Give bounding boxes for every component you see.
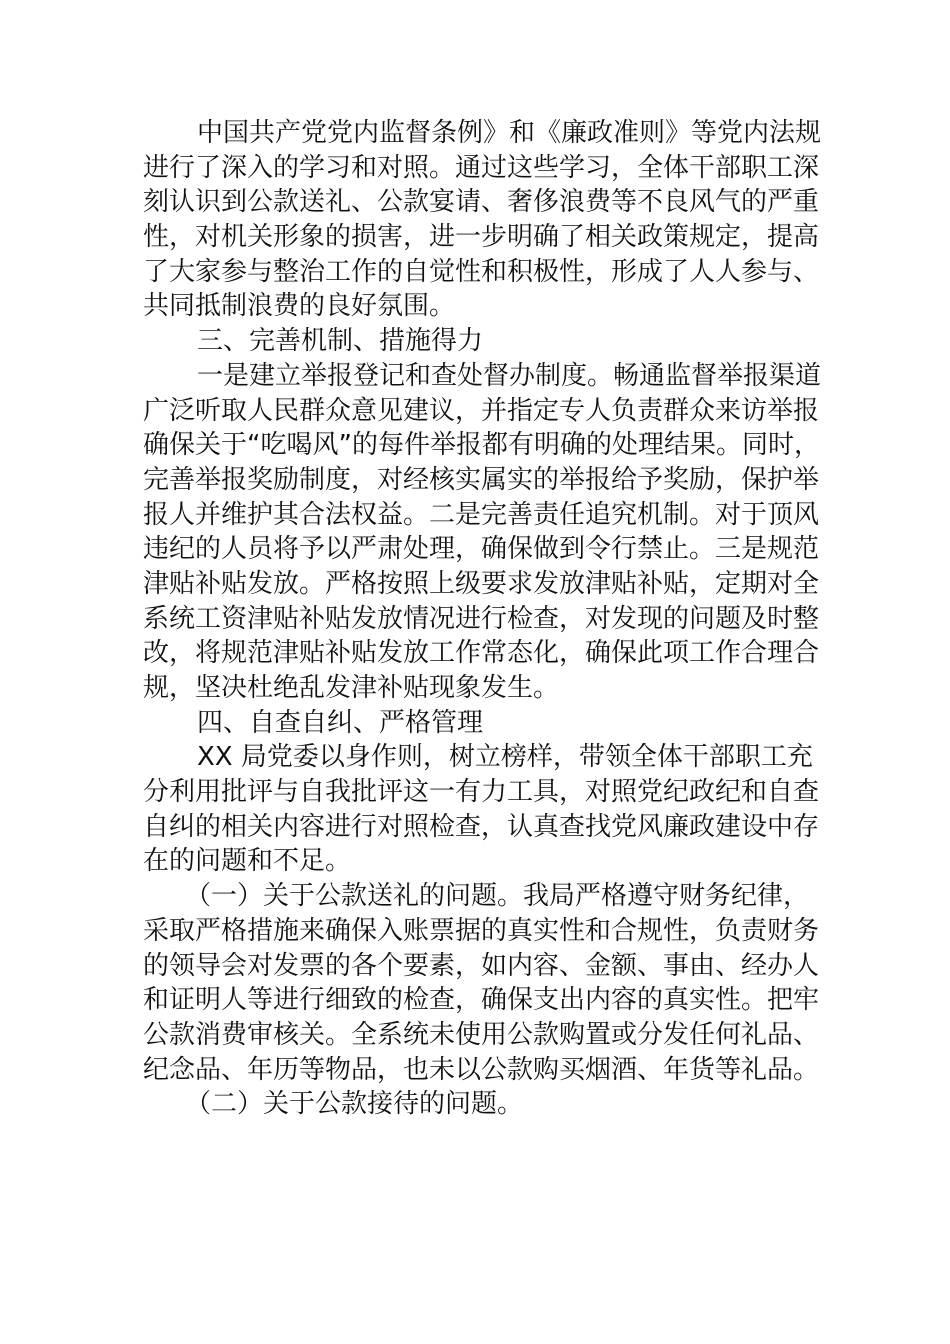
paragraph-line: 分利用批评与自我批评这一有力工具，对照党纪政纪和自查: [143, 777, 820, 808]
paragraph-line: 系统工资津贴补贴发放情况进行检查，对发现的问题及时整: [143, 603, 820, 634]
section-heading: 三、完善机制、措施得力: [197, 326, 484, 357]
paragraph-line: 的领导会对发票的各个要素，如内容、金额、事由、经办人: [143, 950, 820, 981]
paragraph-line: 违纪的人员将予以严肃处理，确保做到令行禁止。三是规范: [143, 534, 820, 565]
section-heading: 四、自查自纠、严格管理: [197, 707, 484, 738]
paragraph-line: 确保关于“吃喝风”的每件举报都有明确的处理结果。同时，: [143, 430, 820, 461]
paragraph-line: 进行了深入的学习和对照。通过这些学习，全体干部职工深: [143, 152, 820, 183]
paragraph-line: 在的问题和不足。: [143, 846, 352, 877]
paragraph-line: 津贴补贴发放。严格按照上级要求发放津贴补贴，定期对全: [143, 568, 820, 599]
paragraph-line: 刻认识到公款送礼、公款宴请、奢侈浪费等不良风气的严重: [143, 187, 820, 218]
paragraph-line: （二）关于公款接待的问题。: [185, 1089, 524, 1120]
paragraph-line: 共同抵制浪费的良好氛围。: [143, 291, 456, 322]
paragraph-line: XX 局党委以身作则，树立榜样，带领全体干部职工充: [197, 742, 813, 773]
paragraph-line: 公款消费审核关。全系统未使用公款购置或分发任何礼品、: [143, 1019, 820, 1050]
paragraph-line: 规，坚决杜绝乱发津补贴现象发生。: [143, 673, 560, 703]
paragraph-line: 性，对机关形象的损害，进一步明确了相关政策规定，提高: [143, 222, 820, 253]
paragraph-line: 自纠的相关内容进行对照检查，认真查找党风廉政建设中存: [143, 811, 820, 842]
paragraph-line: 一是建立举报登记和查处督办制度。畅通监督举报渠道: [197, 360, 822, 391]
paragraph-line: 改，将规范津贴补贴发放工作常态化，确保此项工作合理合: [143, 638, 820, 669]
paragraph-line: 纪念品、年历等物品，也未以公款购买烟酒、年货等礼品。: [143, 1054, 820, 1085]
paragraph-line: 广泛听取人民群众意见建议，并指定专人负责群众来访举报: [143, 395, 820, 426]
paragraph-line: 了大家参与整治工作的自觉性和积极性，形成了人人参与、: [143, 256, 820, 287]
paragraph-line: 中国共产党党内监督条例》和《廉政准则》等党内法规: [197, 118, 822, 148]
paragraph-line: （一）关于公款送礼的问题。我局严格遵守财务纪律，: [185, 881, 810, 912]
paragraph-line: 采取严格措施来确保入账票据的真实性和合规性，负责财务: [143, 915, 820, 946]
paragraph-line: 报人并维护其合法权益。二是完善责任追究机制。对于顶风: [143, 499, 820, 530]
paragraph-line: 和证明人等进行细致的检查，确保支出内容的真实性。把牢: [143, 985, 820, 1016]
document-body: [143, 116, 822, 1122]
paragraph-line: 完善举报奖励制度，对经核实属实的举报给予奖励，保护举: [143, 464, 820, 495]
